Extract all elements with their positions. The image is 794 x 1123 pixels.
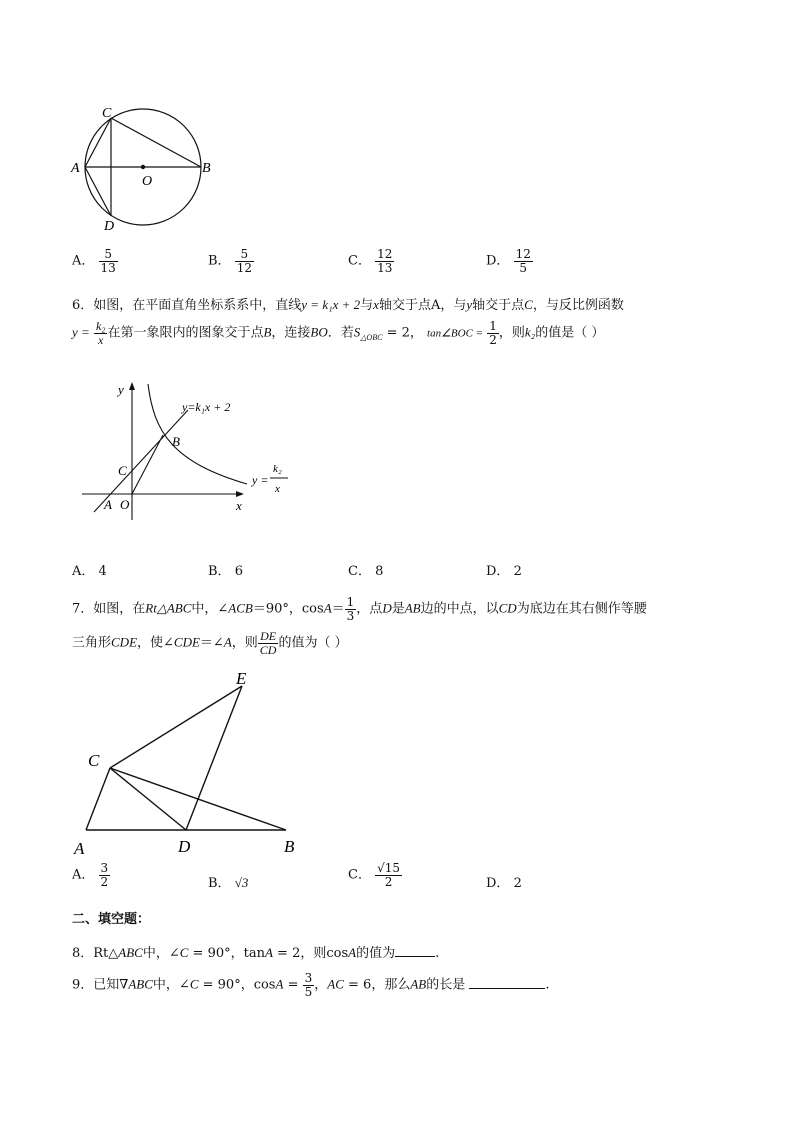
text-fragment: 2 xyxy=(513,564,522,579)
text-fragment: 在第一象限内的图象交于点 xyxy=(107,325,264,341)
text-fragment: B． xyxy=(208,564,231,579)
q6-option-d[interactable] xyxy=(486,560,522,579)
segment-cd xyxy=(110,768,186,830)
text-fragment: CD xyxy=(259,642,277,657)
text-fragment: 中，∠ xyxy=(152,977,190,993)
label-c: C xyxy=(118,463,127,478)
q9-stem xyxy=(72,972,550,998)
text-fragment xyxy=(303,972,315,998)
text-fragment: 9．已知 xyxy=(72,977,120,993)
text-fragment: CDE xyxy=(111,634,138,650)
segment-cb xyxy=(111,118,201,167)
text-fragment: AB xyxy=(410,976,427,992)
option-fraction xyxy=(375,248,394,274)
q7-triangle-figure xyxy=(70,664,340,860)
option-fraction xyxy=(99,248,118,274)
q5-option-c[interactable] xyxy=(348,248,394,274)
text-fragment: 5 xyxy=(235,248,254,262)
q6-coordinate-figure xyxy=(72,372,312,522)
text-fragment: 中，∠ xyxy=(142,946,180,961)
segment-bo xyxy=(132,435,163,494)
label-a: A xyxy=(71,161,80,176)
text-fragment: 4 xyxy=(98,564,107,579)
text-fragment: 为底边在其右侧作等腰 xyxy=(516,601,647,617)
label-c: C xyxy=(102,106,112,121)
segment-ac xyxy=(86,768,110,830)
text-fragment: 3 xyxy=(346,608,355,623)
text-fragment: 1 xyxy=(489,319,497,333)
text-fragment: B． xyxy=(208,876,231,891)
text-fragment: k₂ xyxy=(524,324,536,340)
text-fragment: D xyxy=(382,600,392,616)
label-y: y xyxy=(118,382,124,397)
answer-blank[interactable] xyxy=(395,956,435,957)
y-axis-arrow xyxy=(129,382,135,390)
q6-stem-line2: y = $\frac{\text{k₂}}{x}$ 在第一象限内的图象交于点B，连接BO．若$S_{\triangle OBC} = 2$， tan∠BOC = $\frac{1}{2}$ ，则k₂的值是（ ） xyxy=(72,319,605,347)
text-fragment: 6．如图，在平面直角坐标系系中，直线 xyxy=(72,298,302,313)
q8-stem xyxy=(72,942,439,961)
text-fragment: 的值为 xyxy=(356,946,396,961)
text-fragment: ABC xyxy=(128,976,153,992)
text-fragment: 与 xyxy=(360,298,374,313)
text-fragment: 2 xyxy=(489,332,497,347)
section-heading: 二、填空题： xyxy=(72,911,151,926)
text-fragment: A． xyxy=(72,867,95,883)
text-fragment: CD xyxy=(498,600,517,616)
text-fragment: ABC xyxy=(118,945,143,960)
text-fragment xyxy=(375,862,402,888)
text-fragment: AC xyxy=(327,976,344,992)
q7-option-b[interactable] xyxy=(208,872,248,891)
q6-stem-line1 xyxy=(72,294,624,313)
text-fragment: DE xyxy=(258,630,279,644)
text-fragment: 13 xyxy=(100,260,116,275)
text-fragment: A xyxy=(275,976,284,992)
text-fragment: ，点 xyxy=(356,601,383,617)
text-fragment: tan∠BOC = xyxy=(427,327,484,340)
text-fragment: = 6，那么 xyxy=(343,977,411,993)
segment-de xyxy=(186,686,242,830)
text-fragment: . xyxy=(545,977,550,993)
text-fragment: 8．Rt△ xyxy=(72,946,119,961)
text-fragment: ，则 xyxy=(231,635,258,651)
text-fragment: ，与反比例函数 xyxy=(532,298,624,313)
label-d: D xyxy=(104,219,115,234)
label-b: B xyxy=(284,837,295,856)
text-fragment: y xyxy=(466,297,473,312)
text-fragment: 边的中点，以 xyxy=(420,601,499,617)
text-fragment: A xyxy=(223,634,232,650)
text-fragment: 3 xyxy=(100,861,109,875)
fraction-1-3 xyxy=(345,596,357,622)
q5-option-d[interactable] xyxy=(486,248,533,274)
fraction-de-cd xyxy=(258,630,279,656)
hyperbola-curve xyxy=(148,384,247,484)
label-b: B xyxy=(202,161,211,176)
q5-option-a[interactable] xyxy=(72,248,118,274)
option-letter: A． xyxy=(72,253,95,269)
fraction-k2-x xyxy=(94,320,108,346)
text-fragment: ＝90°，cos xyxy=(252,601,324,617)
text-fragment: k₂ xyxy=(95,319,106,333)
label-b: B xyxy=(172,434,180,449)
text-fragment xyxy=(99,862,111,888)
text-fragment: = 90°，cos xyxy=(198,977,276,993)
option-letter: C． xyxy=(348,253,371,269)
text-fragment: 5 xyxy=(519,260,528,275)
q5-option-b[interactable] xyxy=(208,248,254,274)
text-fragment: 的值是（ ） xyxy=(535,325,605,341)
label-a: A xyxy=(104,497,112,512)
q7-option-d[interactable] xyxy=(486,872,522,891)
q7-stem-line2 xyxy=(72,630,348,656)
x-axis-arrow xyxy=(236,491,244,497)
text-fragment: 12 xyxy=(377,247,393,261)
center-dot xyxy=(141,165,145,169)
q7-option-a[interactable] xyxy=(72,862,110,888)
option-letter: B． xyxy=(208,253,231,269)
text-fragment: ∇ xyxy=(119,977,129,993)
curve-label: y = xyxy=(252,473,269,487)
text-fragment: D． xyxy=(486,876,510,891)
text-fragment: C． xyxy=(348,867,371,883)
text-fragment: Rt△ABC xyxy=(145,600,192,616)
text-fragment: AB xyxy=(404,600,421,616)
text-fragment: 三角形 xyxy=(72,635,112,651)
text-fragment: 12 xyxy=(515,247,531,261)
text-fragment: D． xyxy=(486,564,510,579)
text-fragment: 3 xyxy=(304,971,313,985)
text-fragment: C． xyxy=(348,564,371,579)
label-x: x xyxy=(236,498,242,513)
text-fragment: 12 xyxy=(236,260,252,275)
text-fragment: 5 xyxy=(304,984,313,999)
q7-stem-line1 xyxy=(72,596,647,622)
option-fraction xyxy=(235,248,254,274)
answer-blank[interactable] xyxy=(469,988,545,989)
q6-option-a[interactable] xyxy=(72,560,107,579)
text-fragment: 轴交于点A，与 xyxy=(378,298,467,313)
text-fragment: C xyxy=(179,945,189,960)
fraction-1-2 xyxy=(487,320,499,346)
curve-den: x xyxy=(275,483,280,495)
text-fragment: A xyxy=(323,600,332,616)
text-fragment: ，则 xyxy=(498,325,525,341)
text-fragment: 轴交于点 xyxy=(472,298,525,313)
text-fragment: 7．如图，在 xyxy=(72,601,146,617)
label-e: E xyxy=(236,669,247,688)
option-letter: D． xyxy=(486,253,510,269)
line-label: y=k₁x + 2 xyxy=(182,400,231,414)
text-fragment: √15 xyxy=(377,861,401,875)
text-fragment: . xyxy=(435,946,440,961)
text-fragment: 2 xyxy=(384,874,393,889)
text-fragment: = xyxy=(283,977,299,993)
text-fragment: ＝ xyxy=(331,601,345,617)
label-o: O xyxy=(142,174,153,189)
label-d: D xyxy=(178,837,191,856)
text-fragment: y = k₁x + 2 xyxy=(301,297,361,312)
text-fragment: ，使∠ xyxy=(137,635,174,651)
q7-option-c[interactable] xyxy=(348,862,402,888)
text-fragment: B xyxy=(263,324,272,340)
text-fragment: x xyxy=(373,297,379,312)
text-fragment: ， xyxy=(314,977,328,993)
text-fragment: 2 xyxy=(513,876,522,891)
q5-circle-figure xyxy=(66,100,226,235)
text-fragment: 5 xyxy=(99,248,118,262)
text-fragment: 是 xyxy=(391,601,405,617)
segment-ad xyxy=(85,167,111,216)
text-fragment: y = xyxy=(72,324,90,340)
text-fragment: 中，∠ xyxy=(191,601,229,617)
text-fragment: 6 xyxy=(234,564,243,579)
text-fragment: 13 xyxy=(377,260,393,275)
text-fragment: C xyxy=(189,976,199,992)
text-fragment: ，连接 xyxy=(271,325,311,341)
label-a: A xyxy=(74,839,85,858)
segment-ce xyxy=(110,686,242,768)
q6-option-b[interactable] xyxy=(208,560,243,579)
label-c: C xyxy=(88,751,100,770)
curve-num: k₂ xyxy=(273,463,282,475)
text-fragment: ．若 xyxy=(327,325,354,341)
text-fragment: BO xyxy=(310,324,328,340)
text-fragment: A． xyxy=(72,564,95,579)
text-fragment: ACB xyxy=(228,600,253,616)
text-fragment: CDE xyxy=(173,634,200,650)
text-fragment: = 2，则cos xyxy=(272,946,349,961)
text-fragment: 8 xyxy=(375,564,384,579)
text-fragment: 的值为（ ） xyxy=(278,635,348,651)
text-fragment: C xyxy=(524,297,533,312)
text-fragment: ＝∠ xyxy=(199,635,224,651)
text-fragment: 的长是 xyxy=(426,977,470,993)
text-fragment: A xyxy=(264,945,273,960)
q6-option-c[interactable] xyxy=(348,560,383,579)
text-fragment: S xyxy=(353,324,361,340)
segment-ac xyxy=(85,118,111,167)
text-fragment: A xyxy=(348,945,357,960)
text-fragment: 1 xyxy=(346,595,355,609)
text-fragment: = 2， xyxy=(382,325,423,341)
label-o: O xyxy=(120,497,130,512)
text-fragment: x xyxy=(98,332,104,347)
option-fraction xyxy=(514,248,533,274)
text-fragment: = 90°，tan xyxy=(188,946,265,961)
text-fragment: 2 xyxy=(100,874,109,889)
text-fragment: √3 xyxy=(234,875,249,890)
